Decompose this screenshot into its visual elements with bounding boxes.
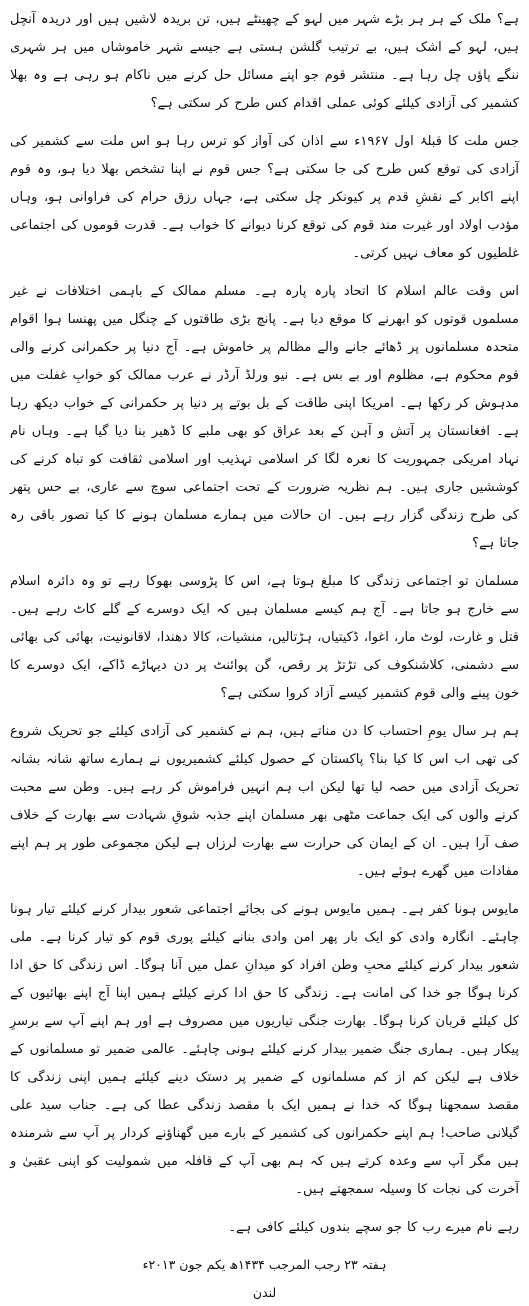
paragraph-2: جس ملت کا قبلۂ اول ۱۹۶۷ء سے اذان کی آواز کو ترس رہا ہو اس ملت سے کشمیر کی آزادی کی توقع کس طرح کی جا سکتی ہے؟ جس قوم نے اپنا تشخص بھلا دیا ہو، وہ قوم اپنے اکابر کے نقشِ قدم پر کیونکر چل سکتی ہے، جہاں رزق حرام کی فراوانی ہو، وہاں مؤدب اولاد اور غیرت مند قوم کی توقع کرنا دیوانے کا خواب ہے۔ قدرت قوموں کی اجتماعی غلطیوں کو معاف نہیں کرتی۔	[10, 134, 519, 261]
date-line: ہفتہ ۲۳ رجب المرجب ۱۴۳۴ھ یکم جون ۲۰۱۳ء	[142, 1257, 387, 1272]
paragraph-6: مایوس ہونا کفر ہے۔ ہمیں مایوس ہونے کی بجائے اجتماعی شعور بیدار کرنے کیلئے تیار ہونا چاہئے۔ انگارہ وادی کو ایک بار پھر امن وادی بنانے کیلئے پوری قوم کو تیار کرنا ہے۔ ملی شعور بیدار کرنے کیلئے محبِ وطن افراد کو میدانِ عمل میں آنا ہوگا۔ اس زندگی کا حق ادا کرنا ہوگا جو خدا کی امانت ہے۔ زندگی کا حق ادا کرنے کیلئے ہمیں اپنا آج اپنے بھائیوں کے کل کیلئے قربان کرنا ہوگا۔ بھارت جنگی تیاریوں میں مصروف ہے اور ہم اپنے آپ سے برسرِ پیکار ہیں۔ ہماری جنگ ضمیر بیدار کرنے کیلئے ہونی چاہئے۔ عالمی ضمیر تو مسلمانوں کے خلاف ہے لیکن کم از کم مسلمانوں کے ضمیر پر دستک دینے کیلئے ہمیں اپنی زندگی کا مقصد سمجھنا ہوگا کہ خدا نے ہمیں ایک با مقصد زندگی عطا کی ہے۔ جناب سید علی گیلانی صاحب! ہم اپنے حکمرانوں کی کشمیر کے بارے میں گھناؤنے کردار پر آپ سے شرمندہ ہیں مگر آپ سے وعدہ کرتے ہیں کہ ہم بھی آپ کے قافلہ میں شمولیت کو اپنی عقبیٰ و آخرت کی نجات کا وسیلہ سمجھتے ہیں۔	[10, 902, 519, 1197]
paragraph-5: ہم ہر سال یومِ احتساب کا دن مناتے ہیں، ہم نے کشمیر کی آزادی کیلئے جو تحریک شروع کی تھی اب اس کا کیا بنا؟ پاکستان کے حصول کیلئے کشمیریوں نے ہمارے ساتھ شانہ بشانہ تحریک آزادی میں حصہ لیا تھا لیکن اب ہم انہیں فراموش کر رہے ہیں۔ وطن سے محبت کرنے والوں کی ایک جماعت مٹھی بھر مسلمان اپنے جذبہ شوقِ شہادت سے بھارت کے خلاف صف آرا ہیں۔ ان کے ایمان کی حرارت سے بھارت لرزاں ہے لیکن مجموعی طور پر ہم اپنے مفادات میں گھرے ہوئے ہیں۔	[10, 724, 519, 879]
paragraph-1: ہے؟ ملک کے ہر ہر بڑے شہر میں لہو کے چھینٹے ہیں، تن بریدہ لاشیں ہیں اور دریدہ آنچل ہیں، لہو کے اشک ہیں، بے ترتیب گلشن ہستی ہے جیسے شہر خاموشاں میں ہر شہری ننگے پاؤں چل رہا ہے۔ منتشر قوم جو اپنے مسائل حل کرنے میں ناکام ہو رہی ہے وہ بھلا کشمیر کی آزادی کیلئے کوئی عملی اقدام کس طرح کر سکتی ہے؟	[10, 12, 519, 111]
paragraph-4: مسلمان تو اجتماعی زندگی کا مبلغ ہوتا ہے، اس کا پڑوسی بھوکا رہے تو وہ دائرہ اسلام سے خارج ہو جاتا ہے۔ آج ہم کیسے مسلمان ہیں کہ ایک دوسرے کے گلے کاٹ رہے ہیں۔ قتل و غارت، لوٹ مار، اغوا، ڈکیتیاں، ہڑتالیں، منشیات، کالا دھندا، لاقانونیت، بھائی کی بھائی سے دشمنی، کلاشنکوف کی تڑتڑ پر رقص، گن پوائنٹ پر دن دیہاڑے ڈاکے، ایک دوسرے کا خون پینے والی قوم کشمیر کیسے آزاد کروا سکتی ہے؟	[10, 574, 519, 701]
closing-line: رہے نام میرے رب کا جو سچے بندوں کیلئے کافی ہے۔	[228, 1220, 519, 1235]
paragraph-3: اس وقت عالم اسلام کا اتحاد پارہ پارہ ہے۔ مسلم ممالک کے باہمی اختلافات نے غیر مسلموں قوتوں کو ابھرنے کا موقع دیا ہے۔ پانچ بڑی طاقتوں کے چنگل میں پھنسا ہوا اقوام متحدہ مسلمانوں پر ڈھائے جانے والے مظالم پر خاموش ہے۔ آج دنیا پر حکمرانی کرنے والی قوم محکوم ہے، مظلوم اور بے بس ہے۔ نیو ورلڈ آرڈر نے عرب ممالک کو خوابِ غفلت میں مدہوش کر رکھا ہے۔ امریکا اپنی طاقت کے بل بوتے پر دنیا پر حکمرانی کے خواب دیکھ رہا ہے۔ افغانستان پر آتش و آہن کے بعد عراق کو بھی ملبے کا ڈھیر بنا دیا گیا ہے۔ وہاں نام نہاد امریکی جمہوریت کا نعرہ لگا کر اسلامی تہذیب اور اسلامی ثقافت کو تباہ کرنے کی کوششیں جاری ہیں۔ ہم نظریہ ضرورت کے تحت اجتماعی سوچ سے عاری، بے حس پتھر کی طرح زندگی گزار رہے ہیں۔ ان حالات میں ہمارے مسلمان ہونے کا کیا تصور باقی رہ جاتا ہے؟	[10, 284, 519, 551]
place-line: لندن	[252, 1285, 277, 1300]
